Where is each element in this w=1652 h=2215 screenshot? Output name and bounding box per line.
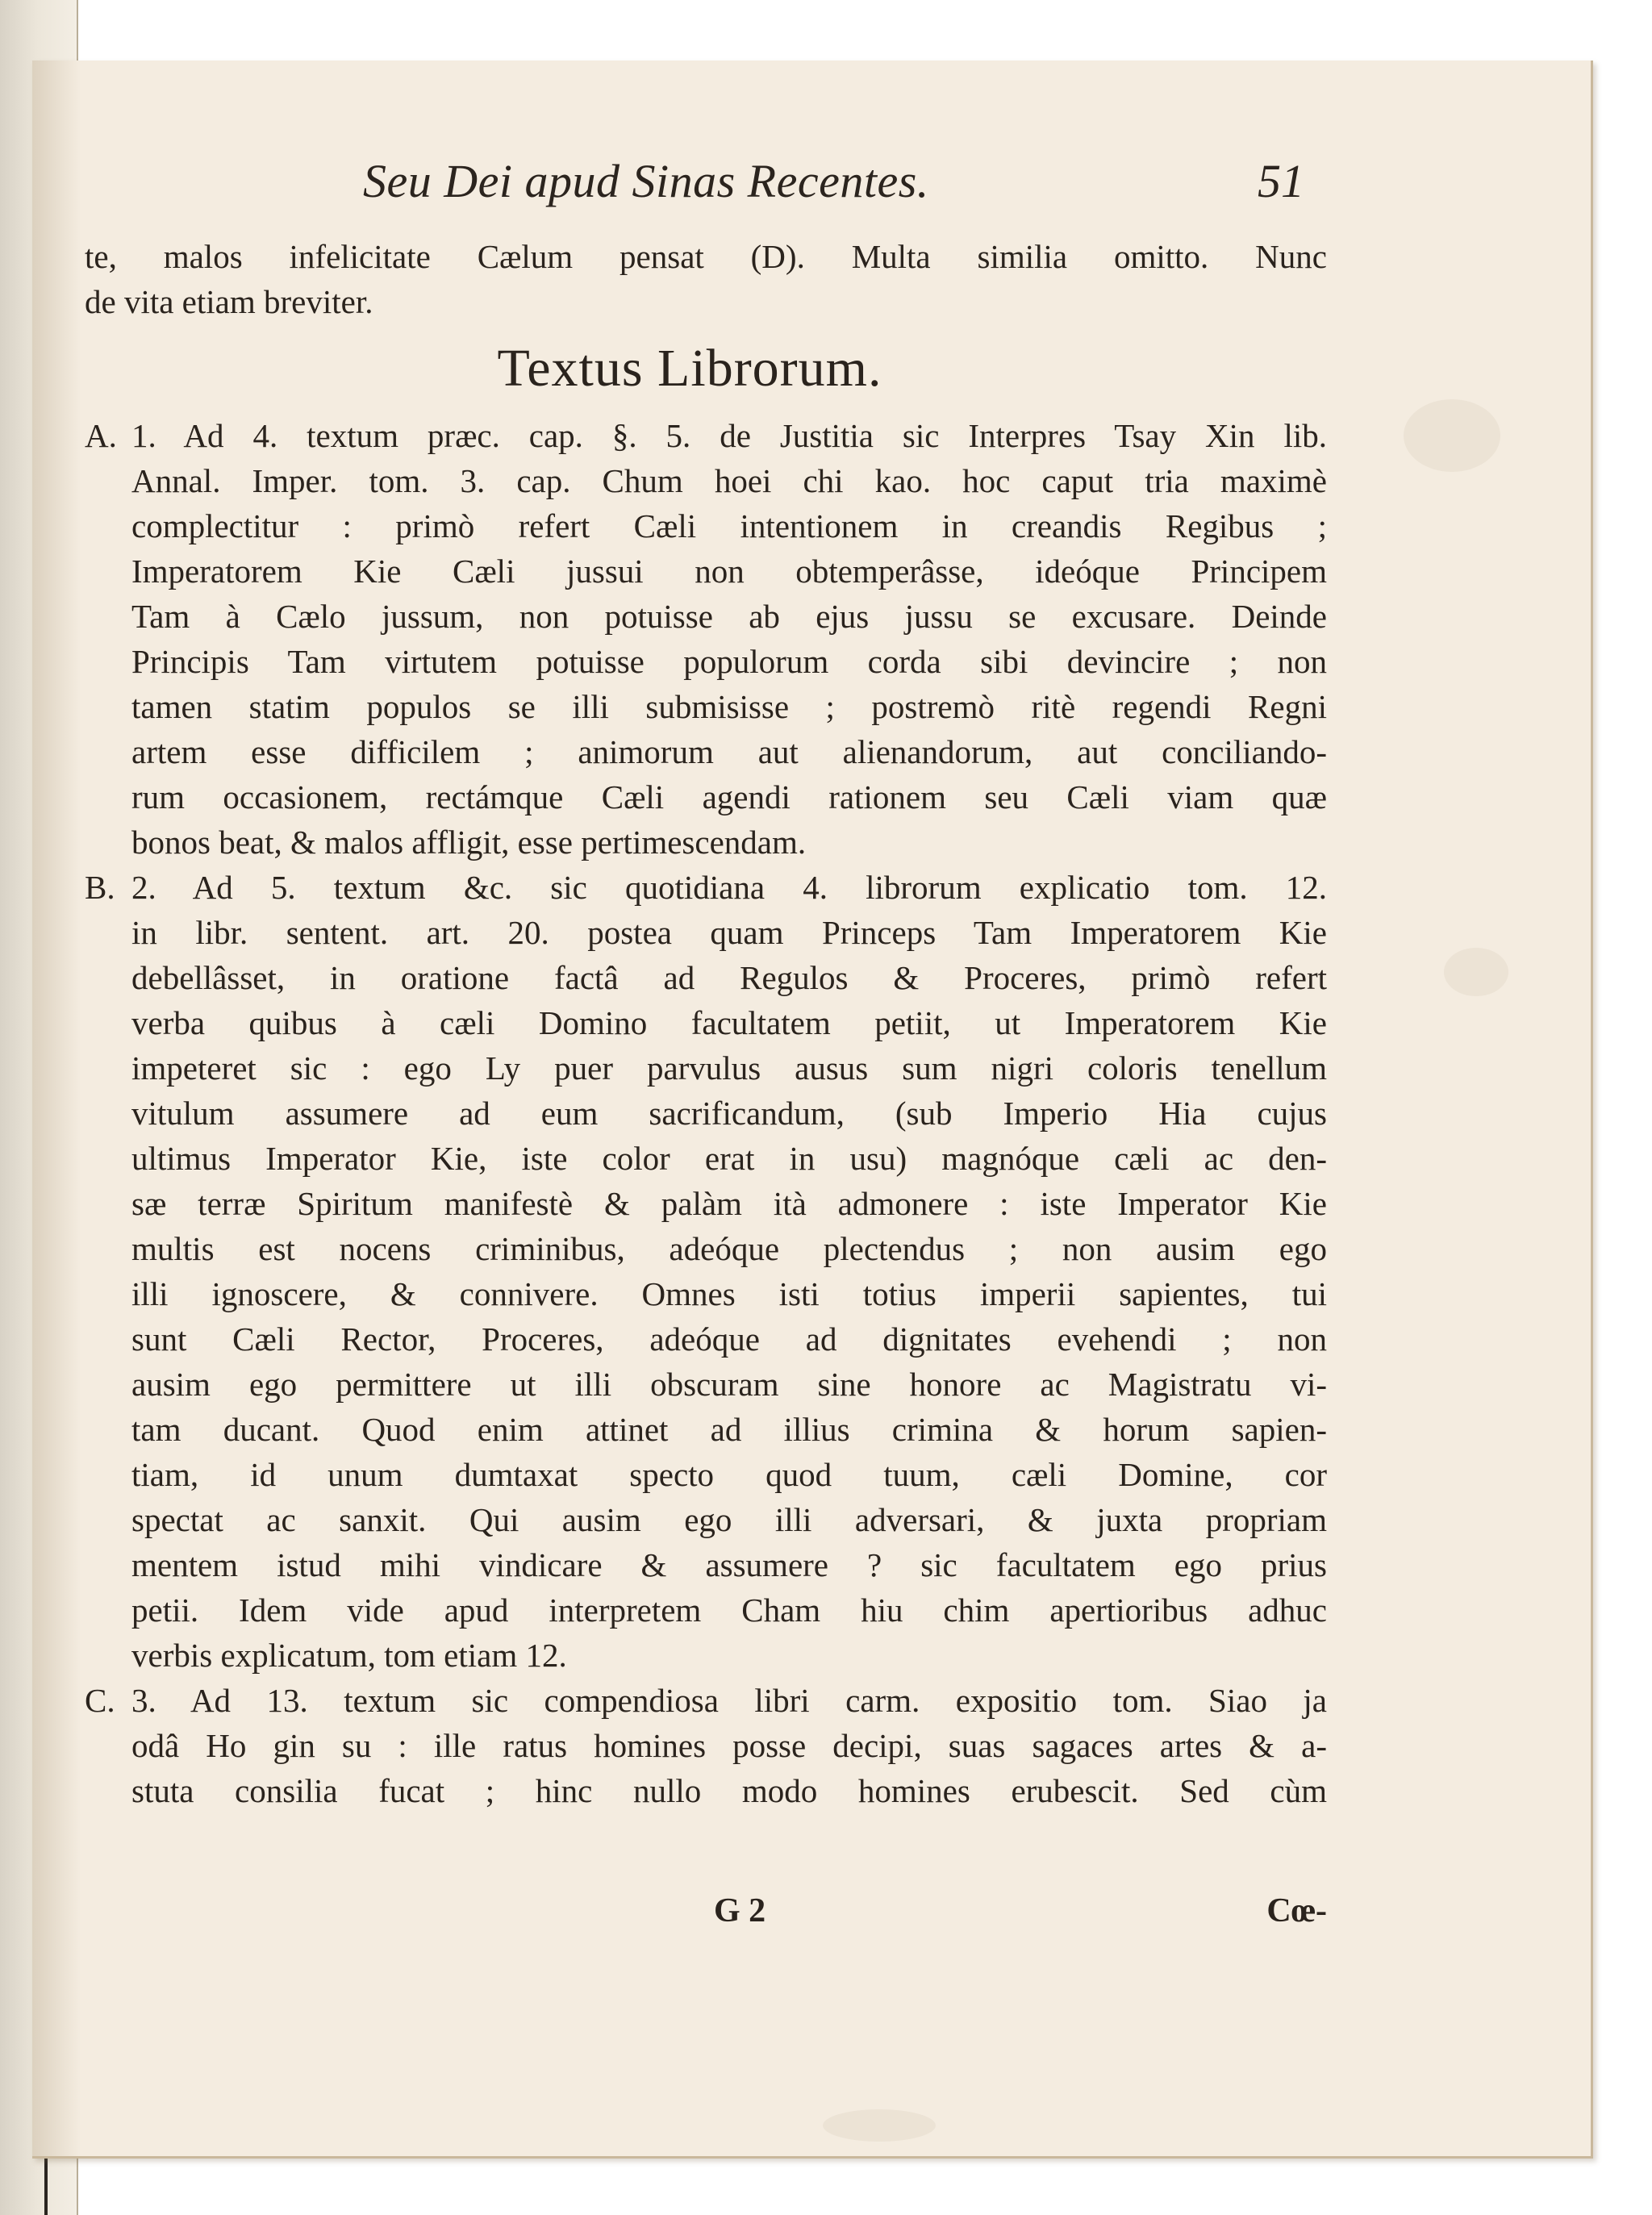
paper-stain: [823, 2109, 936, 2142]
running-title: Seu Dei apud Sinas Recentes.: [363, 155, 929, 207]
paragraph-line: complectitur : primò refert Cæli intentionem in creandis Regibus ;: [131, 507, 1327, 544]
paragraph-line: bonos beat, & malos affligit, esse pertimescendam.: [131, 824, 807, 861]
paragraph-a: [85, 413, 1327, 865]
catchword: Cœ-: [1266, 1892, 1327, 1929]
page-number: 51: [1258, 155, 1304, 207]
paragraph-line: impeteret sic : ego Ly puer parvulus ausus sum nigri coloris tenellum: [131, 1049, 1327, 1087]
paragraph-line: vitulum assumere ad eum sacrificandum, (sub Imperio Hia cujus: [131, 1095, 1327, 1132]
paragraph-line: verbis explicatum, tom etiam 12.: [131, 1637, 567, 1674]
paragraph-line: Tam à Cælo jussum, non potuisse ab ejus jussu se excusare. Deinde: [131, 598, 1327, 635]
paragraph-line: in libr. sentent. art. 20. postea quam Princeps Tam Imperatorem Kie: [131, 914, 1327, 951]
paragraph-line: [85, 1678, 1327, 1723]
page-footer: [85, 1892, 1327, 1940]
book-page: [32, 60, 1593, 2159]
paragraph-line: tam ducant. Quod enim attinet ad illius crimina & horum sapien-: [131, 1411, 1327, 1448]
intro-line: te, malos infelicitate Cælum pensat (D). Multa similia omitto. Nunc: [85, 238, 1327, 275]
paragraph-c: [85, 1678, 1327, 1813]
paragraph-marker: C.: [85, 1682, 115, 1719]
paragraph-line: debellâsset, in oratione factâ ad Regulos & Proceres, primò refert: [131, 959, 1327, 996]
paragraph-line: [85, 413, 1327, 458]
paragraph-line: Annal. Imper. tom. 3. cap. Chum hoei chi kao. hoc caput tria maximè: [131, 462, 1327, 499]
paragraph-line: petii. Idem vide apud interpretem Cham hiu chim apertioribus adhuc: [131, 1591, 1327, 1629]
signature-mark: G 2: [714, 1892, 766, 1929]
paragraph-line: ultimus Imperator Kie, iste color erat in usu) magnóque cæli ac den-: [131, 1140, 1327, 1177]
paragraph-line-text: 3. Ad 13. textum sic compendiosa libri carm. expositio tom. Siao ja: [131, 1682, 1327, 1719]
paragraph-line: [85, 865, 1327, 910]
page-header: [32, 141, 1591, 222]
paragraph-line: Principis Tam virtutem potuisse populorum corda sibi devincire ; non: [131, 643, 1327, 680]
paragraph-line: tiam, id unum dumtaxat specto quod tuum, cæli Domine, cor: [131, 1456, 1327, 1493]
paragraph-b: [85, 865, 1327, 1678]
paragraph-marker: A.: [85, 417, 117, 454]
paragraph-line: spectat ac sanxit. Qui ausim ego illi adversari, & juxta propriam: [131, 1501, 1327, 1538]
paragraph-line: tamen statim populos se illi submisisse ; postremò ritè regendi Regni: [131, 688, 1327, 725]
paragraph-marker: B.: [85, 869, 115, 906]
paragraph-line: rum occasionem, rectámque Cæli agendi rationem seu Cæli viam quæ: [131, 778, 1327, 816]
paragraph-line: ausim ego permittere ut illi obscuram sine honore ac Magistratu vi-: [131, 1366, 1327, 1403]
paragraph-line: odâ Ho gin su : ille ratus homines posse decipi, suas sagaces artes & a-: [131, 1727, 1327, 1764]
paragraph-line: artem esse difficilem ; animorum aut alienandorum, aut conciliando-: [131, 733, 1327, 770]
page-body: [85, 234, 1327, 1813]
paragraph-line: stuta consilia fucat ; hinc nullo modo homines erubescit. Sed cùm: [131, 1772, 1327, 1809]
paragraph-line-text: 1. Ad 4. textum præc. cap. §. 5. de Justitia sic Interpres Tsay Xin lib.: [131, 417, 1327, 454]
paper-stain: [1404, 399, 1500, 472]
paragraph-line: sunt Cæli Rector, Proceres, adeóque ad dignitates evehendi ; non: [131, 1320, 1327, 1358]
paper-stain: [1444, 948, 1508, 996]
paragraph-line: sæ terræ Spiritum manifestè & palàm ità admonere : iste Imperator Kie: [131, 1185, 1327, 1222]
paragraph-line: mentem istud mihi vindicare & assumere ? sic facultatem ego prius: [131, 1546, 1327, 1583]
paragraph-line-text: 2. Ad 5. textum &c. sic quotidiana 4. librorum explicatio tom. 12.: [131, 869, 1327, 906]
paragraph-line: verba quibus à cæli Domino facultatem petiit, ut Imperatorem Kie: [131, 1004, 1327, 1041]
paragraph-line: illi ignoscere, & connivere. Omnes isti totius imperii sapientes, tui: [131, 1275, 1327, 1312]
paragraph-line: multis est nocens criminibus, adeóque plectendus ; non ausim ego: [131, 1230, 1327, 1267]
section-heading: Textus Librorum.: [497, 339, 882, 398]
paragraph-line: Imperatorem Kie Cæli jussui non obtemperâsse, ideóque Principem: [131, 553, 1327, 590]
intro-line: de vita etiam breviter.: [85, 283, 373, 320]
